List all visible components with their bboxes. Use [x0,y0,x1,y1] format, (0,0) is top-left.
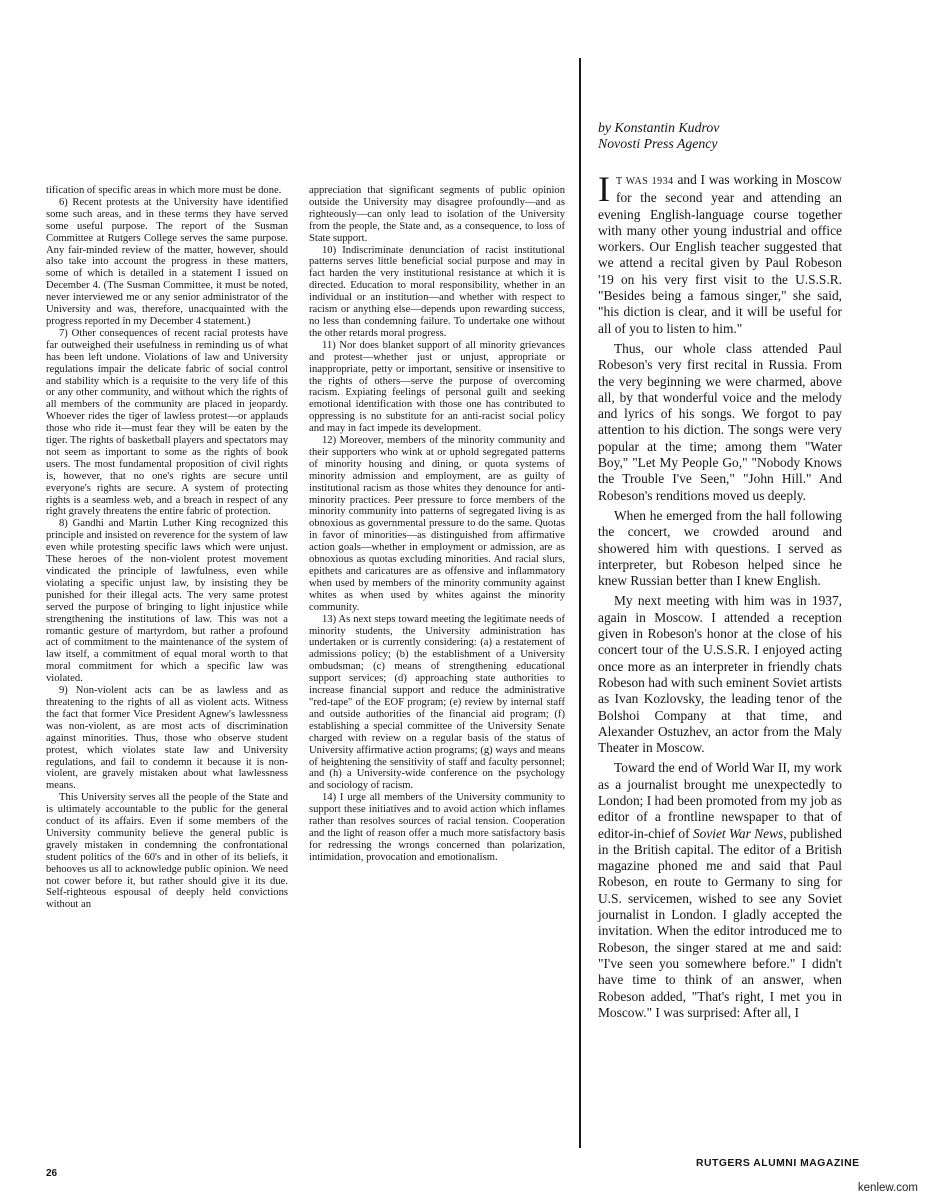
paragraph: Thus, our whole class attended Paul Robeson's very first recital in Russia. From the very beginning we were charmed, above all, by that wonderful voice and the melody and lyrics of his songs. We forgot to pay attention to his diction. The songs were very popular at the time; among them "Water Boy," "Let My People Go," "Nobody Knows the Trouble I've Seen," "John Hill." And Robeson's renditions moved us deeply. [598,340,842,503]
page-number: 26 [46,1168,58,1179]
drop-cap: I [598,169,610,209]
paragraph: 7) Other consequences of recent racial protests have far outweighed their usefulness in reminding us of what has been left undone. Violations of law and University regulations impair the delicate fabric of social control and stability which is a requisite to the very life of this or any other community, and without which the rights of all members of the community are placed in jeopardy. Whoever rides the tiger of lawless protest—or applauds those who ride it—must fear they will be eaten by the tiger. The rights of basketball players and spectators may not seem as important to some as the rights of book users. The most fundamental proposition of civil rights is, however, that no one's rights are secure until everyone's rights are secure. A system of protecting rights is a seamless web, and a breach in respect of any right gravely threatens the entire fabric of protection. [46,327,288,518]
byline [598,120,848,152]
paragraph: 14) I urge all members of the University community to support these initiatives and to avoid action which inflames rather than resolves sources of racial tension. Cooperation and the light of reason offer a much more satisfactory basis for redressing the wrongs concerned than polarization, intimidation, provocation and emotionalism. [309,792,565,863]
byline-agency: Novosti Press Agency [598,136,718,151]
left-column [46,185,288,911]
lead-smallcaps: T WAS 1934 [616,176,674,187]
paragraph: tification of specific areas in which more must be done. [46,185,282,196]
watermark: kenlew.com [857,1182,918,1194]
last-paragraph [598,760,842,1021]
paragraph: 10) Indiscriminate denunciation of racist institutional patterns serves little beneficial social purpose and may in fact harden the very institutional resistance at which it is directed. Education to moral responsibility, whether in an individual or an institution—and whether with respect to racism or anything else—depends upon rewarding success, no less than condemning failure. To undertake one without the other retards moral progress. [309,244,565,339]
paragraph: My next meeting with him was in 1937, again in Moscow. I attended a reception given in Robeson's honor at the close of his concert tour of the U.S.S.R. I enjoyed acting once more as an interpreter in friendly chats Robeson had with such eminent Soviet artists as Ivan Kozlovsky, the leading tenor of the Bolshoi Company at that time, and Alexander Ostuzhev, an actor from the Maly Theater in Moscow. [598,593,842,756]
lead-paragraph [598,169,842,337]
paragraph: This University serves all the people of the State and is ultimately accountable to the public for the general conduct of its affairs. Even if some members of the University community believe the general public is gravely mistaken in condemning the confrontational student politics of the 60's and in other of its beliefs, it behooves us all to acknowledge public opinion. We need not cower before it, but rather should give it its due. Self-righteous espousal of deeply held convictions without an [46,792,288,911]
running-footer: RUTGERS ALUMNI MAGAZINE [696,1158,860,1169]
right-column-article [598,169,842,1025]
paragraph: 6) Recent protests at the University have identified some such areas, and in these terms they have served some useful purpose. The report of the Susman Committee at Rutgers College serves the same purpose. Any fair-minded review of the matter, however, should also take into account the progress in these matters, some of which is detailed in a statement I issued on December 4. (The Susman Committee, it must be noted, never interviewed me or any senior administrator of the University and was, therefore, unacquainted with the progress reported in my December 4 statement.) [46,196,288,327]
paragraph: 12) Moreover, members of the minority community and their supporters who wink at or uphold segregated patterns of minority housing and dining, or quota systems of minority admission and employment, are as guilty of institutional racism as those whites they denounce for anti-minority practices. Peer pressure to force members of the minority community into patterns of segregated living is as obnoxious as governmental pressure to do the same. Quotas in favor of minorities—as distinguished from affirmative action goals—whether in employment or admission, are as obnoxious as quotas excluding minorities. And racial slurs, epithets and caricatures are as offensive and inflammatory when used by members of the minority community against whites as when used by whites against the minority community. [309,435,565,613]
last-paragraph-end: , published in the British capital. The editor of a British magazine phoned me and said that Paul Robeson, en route to Germany to sing for U.S. servicemen, wished to see any Soviet journalist in London. I gladly accepted the invitation. When the editor introduced me to Robeson, the singer stared at me and said: "I've seen you somewhere before." I didn't have time to think of an answer, when Robeson added, "That's right, I met you in Moscow." I was surprised: After all, I [598,825,842,1020]
last-paragraph-start: Toward the end of World War II, my work as a journalist brought me unexpectedly to London; I had been promoted from my job as editor of a frontline newspaper to that of editor-in-chief of [598,760,842,841]
paragraph: appreciation that significant segments of public opinion outside the University may disagree profoundly—and as righteously—can only lead to isolation of the University from the people, the State and, as a consequence, to loss of State support. [309,185,565,244]
byline-author: by Konstantin Kudrov [598,120,720,135]
paragraph: 11) Nor does blanket support of all minority grievances and protest—whether just or unjust, appropriate or inappropriate, petty or important, sensitive or insensitive to the rights of others—serve the purpose of overcoming racism. Expiating feelings of personal guilt and seeking emotional identification with those one has contributed to oppressing is no substitute for an anti-racist social policy and may in fact impede its development. [309,339,565,435]
lead-text: and I was working in Moscow for the second year and attending an evening English-language course together with many other young industrial and office workers. Our English teacher suggested that we attend a recital given by Paul Robeson '19 on his very first visit to the U.S.S.R. "Besides being a famous singer," she said, "his diction is clear, and it will be useful for all of you to listen to him." [598,172,842,336]
paragraph: 8) Gandhi and Martin Luther King recognized this principle and insisted on reverence for the system of law even while protesting specific laws which were unjust. These heroes of the non-violent protest movement vindicated the principle of lawfulness, even while violating a specific unjust law, by insisting they be punished for their illegal acts. The very same protest served the purpose of bringing to light injustice while strengthening the institutions of law. This was not a romantic gesture of martyrdom, but rather a profound act of commitment to the maintenance of the system of law itself, a commitment of equal moral worth to that moral commitment for which a specific law was violated. [46,518,288,685]
paragraph: 9) Non-violent acts can be as lawless and as threatening to the rights of all as violent acts. Witness the fact that former Vice President Agnew's lawlessness was non-violent, as are most acts of discrimination against minorities. Thus, those who observe student protest, which violates state law and University regulations, and fail to condemn it because it is non-violent, are gravely mistaken about what lawlessness means. [46,685,288,792]
paragraph: When he emerged from the hall following the concert, we crowded around and showered him with questions. I served as interpreter, but Robeson helped since he knew Russian better than I knew English. [598,507,842,589]
middle-column [309,185,565,864]
column-divider-rule [579,58,581,1148]
paragraph: 13) As next steps toward meeting the legitimate needs of minority students, the University administration has undertaken or is currently considering: (a) a restatement of admissions policy; (b) the establishment of a University ombudsman; (c) means of strengthening educational support services; (d) approaching state authorities to increase financial support and reduce the administrative "red-tape" of the EOF program; (e) review by internal staff and outside authorities of the financial aid program; (f) establishing a special committee of the University Senate charged with review on a regular basis of the status of University affirmative action programs; (g) ways and means of heightening the sensitivity of staff and faculty personnel; and (h) a University-wide conference on the psychology and sociology of racism. [309,613,565,792]
publication-title: Soviet War News [692,825,784,841]
